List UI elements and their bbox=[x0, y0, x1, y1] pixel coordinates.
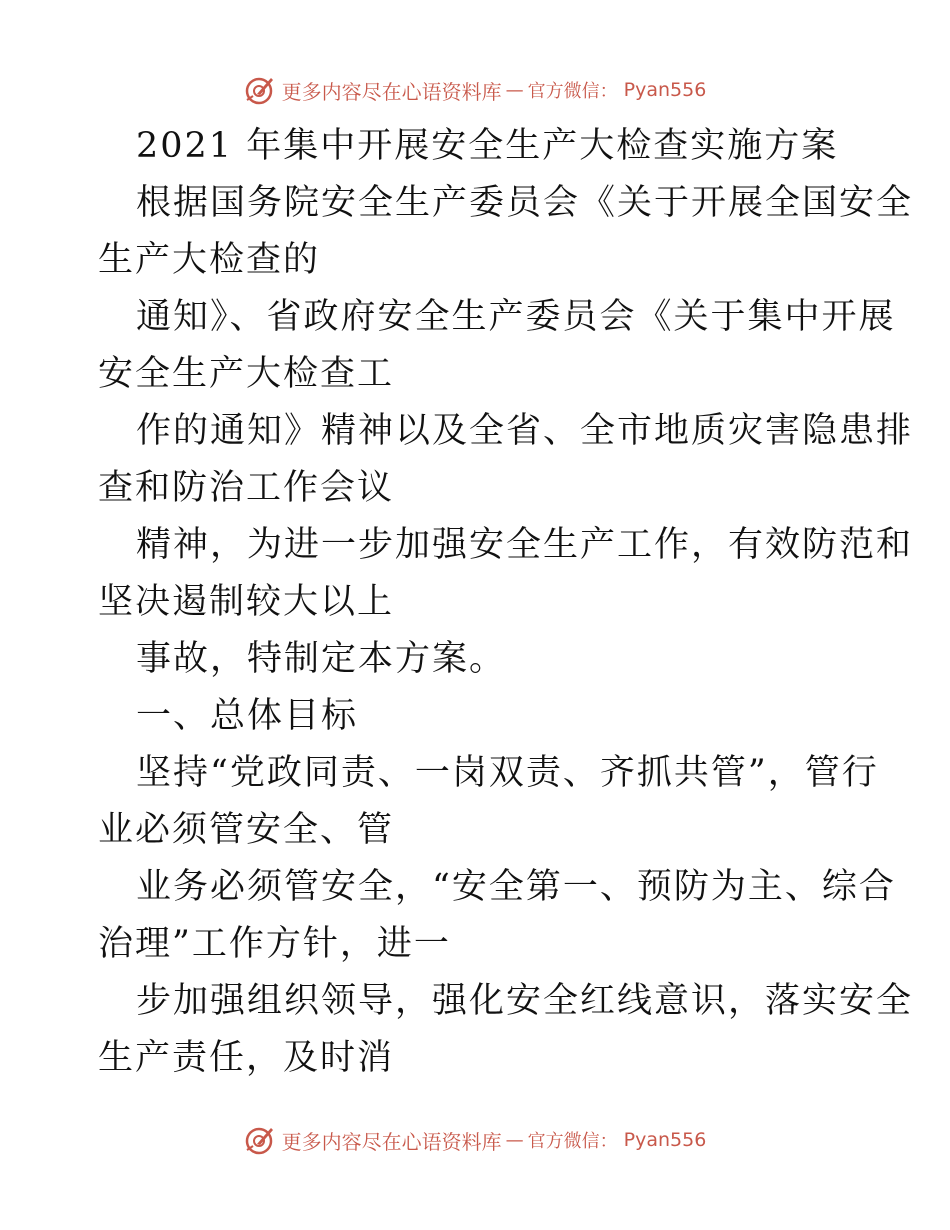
text-line: 生产责任，及时消 bbox=[98, 1038, 395, 1078]
section-heading: 一、总体目标 bbox=[136, 696, 359, 736]
promo-text: 更多内容尽在心语资料库 bbox=[281, 1129, 502, 1154]
text-line: 安全生产大检查工 bbox=[98, 354, 395, 394]
wechat-id: Pyan556 bbox=[623, 79, 707, 101]
text-line: 业务必须管安全，“安全第一、预防为主、综合 bbox=[136, 867, 896, 907]
text-line: 事故，特制定本方案。 bbox=[136, 639, 507, 679]
footer-banner bbox=[0, 1120, 950, 1160]
wechat-label: 官方微信： bbox=[527, 81, 618, 102]
document-title: 2021 年集中开展安全生产大检查实施方案 bbox=[136, 126, 839, 166]
text-line: 治理”工作方针，进一 bbox=[98, 924, 451, 964]
header-banner bbox=[0, 70, 950, 110]
text-line: 业必须管安全、管 bbox=[98, 810, 395, 850]
text-line: 作的通知》精神以及全省、全市地质灾害隐患排 bbox=[136, 411, 914, 451]
text-line: 坚决遏制较大以上 bbox=[98, 582, 395, 622]
text-line: 查和防治工作会议 bbox=[98, 468, 395, 508]
text-line: 精神，为进一步加强安全生产工作，有效防范和 bbox=[136, 525, 914, 565]
banner-dash: — bbox=[505, 79, 524, 101]
wechat-label: 官方微信： bbox=[527, 1131, 618, 1152]
text-line: 步加强组织领导，强化安全红线意识，落实安全 bbox=[136, 981, 914, 1021]
quill-logo-icon bbox=[244, 1124, 276, 1156]
quill-logo-icon bbox=[244, 74, 276, 106]
banner-dash: — bbox=[505, 1129, 524, 1151]
text-line: 通知》、省政府安全生产委员会《关于集中开展 bbox=[136, 297, 896, 337]
promo-text: 更多内容尽在心语资料库 bbox=[281, 79, 502, 104]
wechat-id: Pyan556 bbox=[623, 1129, 707, 1151]
text-line: 生产大检查的 bbox=[98, 240, 321, 280]
text-line: 根据国务院安全生产委员会《关于开展全国安全 bbox=[136, 183, 914, 223]
document-body bbox=[98, 118, 914, 1087]
text-line: 坚持“党政同责、一岗双责、齐抓共管”，管行 bbox=[136, 753, 879, 793]
